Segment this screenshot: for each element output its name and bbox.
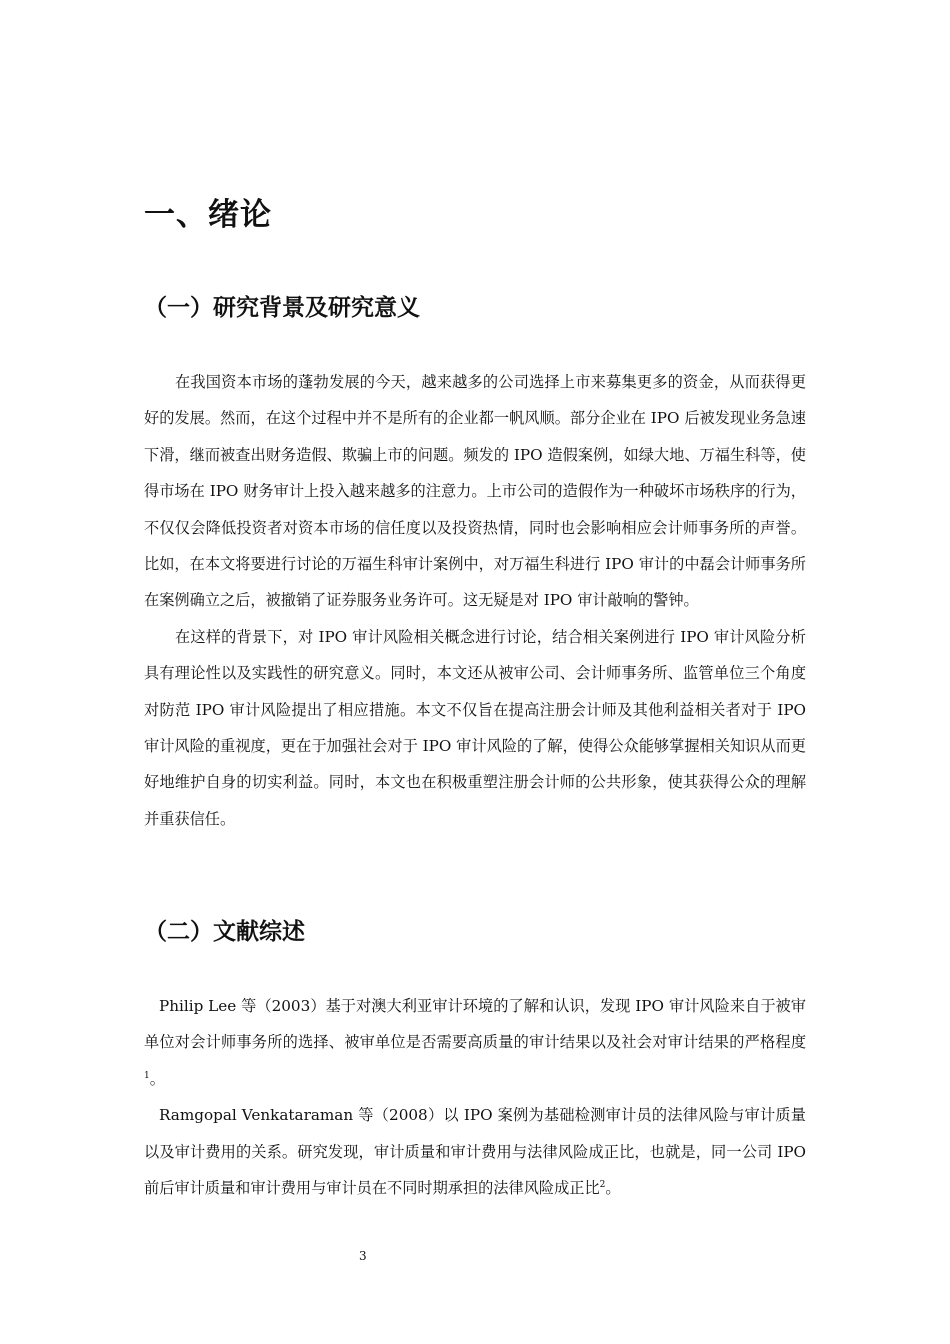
section-body-literature-review xyxy=(144,988,806,1206)
footnote-marker: 2 xyxy=(599,1180,606,1191)
sentence-end: 。 xyxy=(149,1069,165,1088)
footnote-marker: 1 xyxy=(144,1070,150,1081)
body-paragraph: 在我国资本市场的蓬勃发展的今天，越来越多的公司选择上市来募集更多的资金，从而获得更好的发展。然而，在这个过程中并不是所有的企业都一帆风顺。部分企业在 IPO 后被发现业务急速下滑，继而被查出财务造假、欺骗上市的问题。频发的 IPO 造假案例，如绿大地、万福生科等，使得市场在 IPO 财务审计上投入越来越多的注意力。上市公司的造假作为一种破坏市场秩序的行为，不仅仅会降低投资者对资本市场的信任度以及投资热情，同时也会影响相应会计师事务所的声誉。比如，在本文将要进行讨论的万福生科审计案例中，对万福生科进行 IPO 审计的中磊会计师事务所在案例确立之后，被撤销了证券服务业务许可。这无疑是对 IPO 审计敲响的警钟。 xyxy=(144,373,806,610)
section-heading-literature-review: （二）文献综述 xyxy=(144,919,305,945)
literature-paragraph xyxy=(144,988,806,1097)
page-number: 3 xyxy=(359,1249,367,1263)
chapter-title: 一、绪论 xyxy=(144,197,272,233)
sentence-end: 。 xyxy=(605,1179,621,1198)
section-heading-background: （一）研究背景及研究意义 xyxy=(144,295,420,321)
literature-text: Philip Lee 等（2003）基于对澳大利亚审计环境的了解和认识，发现 IPO 审计风险来自于被审单位对会计师事务所的选择、被审单位是否需要高质量的审计结果以及社会对审计结果的严格程度 xyxy=(144,997,806,1052)
body-paragraph: 在这样的背景下，对 IPO 审计风险相关概念进行讨论，结合相关案例进行 IPO 审计风险分析具有理论性以及实践性的研究意义。同时，本文还从被审公司、会计师事务所、监管单位三个角度对防范 IPO 审计风险提出了相应措施。本文不仅旨在提高注册会计师及其他利益相关者对于 IPO 审计风险的重视度，更在于加强社会对于 IPO 审计风险的了解，使得公众能够掌握相关知识从而更好地维护自身的切实利益。同时，本文也在积极重塑注册会计师的公共形象，使其获得公众的理解并重获信任。 xyxy=(144,627,806,828)
literature-paragraph xyxy=(144,1097,806,1206)
section-body-background xyxy=(144,364,806,837)
literature-text: Ramgopal Venkataraman 等（2008）以 IPO 案例为基础检测审计员的法律风险与审计质量以及审计费用的关系。研究发现，审计质量和审计费用与法律风险成正比，也就是，同一公司 IPO 前后审计质量和审计费用与审计员在不同时期承担的法律风险成正比 xyxy=(144,1106,806,1198)
